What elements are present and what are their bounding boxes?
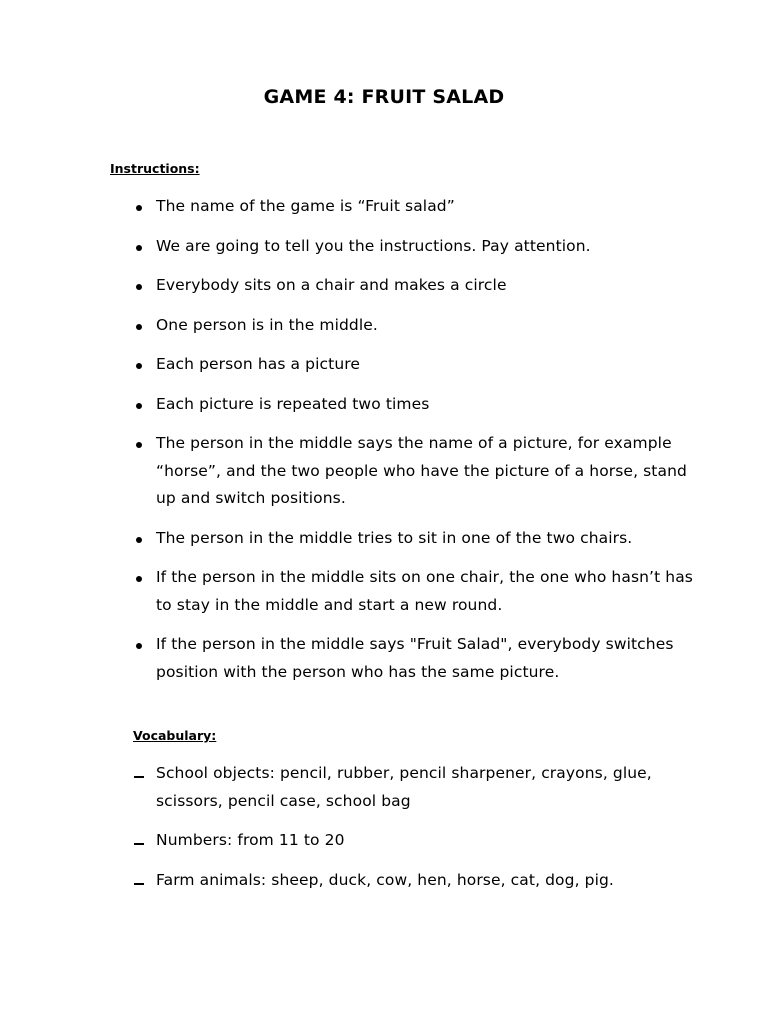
- instruction-item: [0, 312, 696, 340]
- instruction-text: We are going to tell you the instructions. Pay attention.: [156, 236, 591, 255]
- bullet-icon: [132, 391, 146, 419]
- instruction-item: [0, 631, 696, 686]
- dash-icon: [132, 760, 146, 788]
- instruction-text: If the person in the middle sits on one chair, the one who hasn’t has to stay in the middle and start a new round.: [156, 568, 693, 614]
- instruction-text: Everybody sits on a chair and makes a circle: [156, 276, 507, 294]
- vocabulary-text: Farm animals: sheep, duck, cow, hen, horse, cat, dog, pig.: [156, 870, 614, 889]
- vocabulary-item: [0, 760, 696, 815]
- instruction-item: [0, 564, 696, 619]
- vocabulary-item: [0, 827, 696, 855]
- bullet-icon: [132, 312, 146, 340]
- dash-icon: [132, 867, 146, 895]
- vocabulary-list: [0, 760, 768, 906]
- instruction-text: The person in the middle says the name of a picture, for example “horse”, and the two people who have the picture of a horse, stand up and switch positions.: [156, 434, 687, 507]
- instruction-item: [0, 430, 696, 513]
- instruction-item: [0, 525, 696, 553]
- bullet-icon: [132, 430, 146, 458]
- vocabulary-item: [0, 867, 696, 895]
- bullet-icon: [132, 193, 146, 221]
- instruction-text: One person is in the middle.: [156, 315, 378, 334]
- instruction-item: [0, 193, 696, 221]
- instructions-heading: Instructions:: [110, 161, 200, 176]
- bullet-icon: [132, 272, 146, 300]
- dash-icon: [132, 827, 146, 855]
- instructions-list: [0, 193, 768, 698]
- page-title: GAME 4: FRUIT SALAD: [263, 86, 505, 108]
- vocabulary-text: School objects: pencil, rubber, pencil sharpener, crayons, glue, scissors, pencil case, school bag: [156, 764, 652, 810]
- instruction-text: Each picture is repeated two times: [156, 394, 430, 413]
- bullet-icon: [132, 631, 146, 659]
- instruction-item: [0, 351, 696, 379]
- instruction-text: The person in the middle tries to sit in one of the two chairs.: [156, 528, 633, 547]
- instruction-text: Each person has a picture: [156, 355, 361, 373]
- vocabulary-heading: Vocabulary:: [133, 728, 217, 743]
- instruction-item: [0, 272, 696, 300]
- instruction-text: If the person in the middle says "Fruit Salad", everybody switches position with the person who has the same picture.: [156, 635, 674, 681]
- vocabulary-text: Numbers: from 11 to 20: [156, 831, 345, 849]
- bullet-icon: [132, 233, 146, 261]
- bullet-icon: [132, 564, 146, 592]
- instruction-item: [0, 391, 696, 419]
- instruction-text: The name of the game is “Fruit salad”: [156, 197, 455, 215]
- bullet-icon: [132, 525, 146, 553]
- bullet-icon: [132, 351, 146, 379]
- instruction-item: [0, 233, 696, 261]
